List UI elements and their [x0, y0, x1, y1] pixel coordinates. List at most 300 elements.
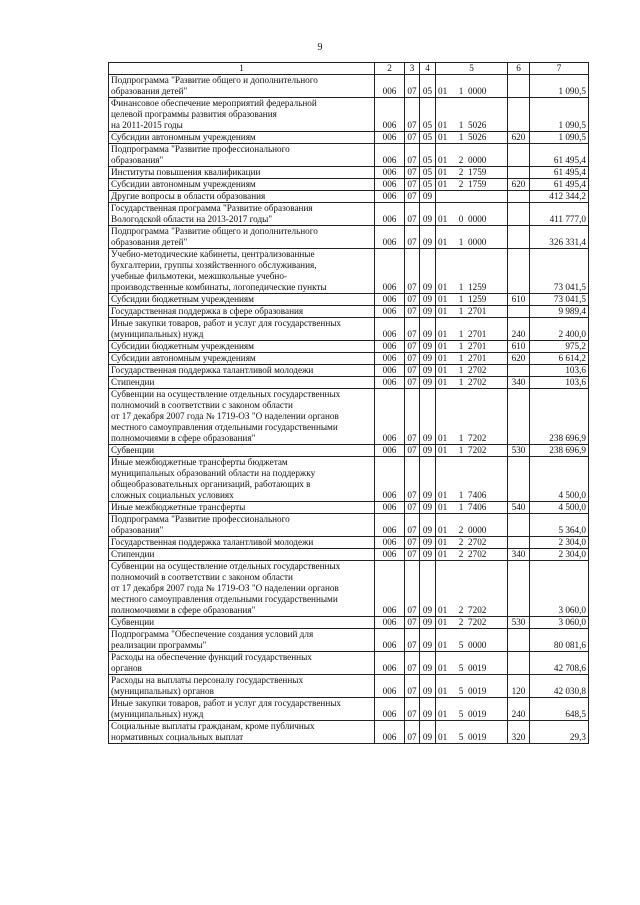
- header-col-6: 6: [508, 63, 530, 75]
- row-subsection-code: 09: [420, 203, 436, 226]
- row-amount: 1 090,5: [530, 75, 589, 98]
- row-expense-type: [508, 457, 530, 502]
- row-target-article: [436, 698, 508, 721]
- target-article-subprogram: 5: [458, 640, 464, 650]
- row-subsection-code: 09: [420, 514, 436, 537]
- row-amount: 29,3: [530, 721, 589, 744]
- target-article-program: 01: [438, 306, 448, 316]
- row-subsection-code: 09: [420, 698, 436, 721]
- row-section-code: 07: [405, 132, 420, 144]
- target-article-code: 0000: [468, 214, 487, 224]
- row-target-article: [436, 306, 508, 318]
- table-row: [109, 203, 589, 226]
- row-amount: 975,2: [530, 341, 589, 353]
- target-article-code: 7202: [468, 433, 487, 443]
- target-article-subprogram: 0: [458, 214, 464, 224]
- row-subsection-code: 09: [420, 537, 436, 549]
- row-target-article: [436, 652, 508, 675]
- target-article-code: 2701: [468, 306, 487, 316]
- row-section-code: 07: [405, 318, 420, 341]
- row-section-code: 07: [405, 167, 420, 179]
- target-article-subprogram: 1: [458, 490, 464, 500]
- target-article-code: 2701: [468, 353, 487, 363]
- target-article-subprogram: 1: [458, 120, 464, 130]
- row-name: Субсидии автономным учреждениям: [109, 179, 375, 191]
- target-article-subprogram: 1: [458, 306, 464, 316]
- row-admin-code: 006: [375, 652, 405, 675]
- row-section-code: 07: [405, 457, 420, 502]
- row-subsection-code: 09: [420, 294, 436, 306]
- table-row: [109, 721, 589, 744]
- table-row: [109, 353, 589, 365]
- target-article-code: 0019: [468, 686, 487, 696]
- row-admin-code: 006: [375, 502, 405, 514]
- row-section-code: 07: [405, 502, 420, 514]
- target-article-subprogram: 2: [458, 617, 464, 627]
- target-article-program: 01: [438, 433, 448, 443]
- row-admin-code: 006: [375, 98, 405, 132]
- row-admin-code: 006: [375, 377, 405, 389]
- table-row: [109, 179, 589, 191]
- row-expense-type: 340: [508, 549, 530, 561]
- row-admin-code: 006: [375, 249, 405, 294]
- row-expense-type: [508, 652, 530, 675]
- target-article-subprogram: 2: [458, 179, 464, 189]
- table-row: [109, 502, 589, 514]
- row-target-article: [436, 75, 508, 98]
- target-article-program: 01: [438, 377, 448, 387]
- row-target-article: [436, 377, 508, 389]
- row-amount: 4 500,0: [530, 457, 589, 502]
- row-admin-code: 006: [375, 341, 405, 353]
- table-row: [109, 132, 589, 144]
- row-section-code: 07: [405, 353, 420, 365]
- target-article-subprogram: 1: [458, 86, 464, 96]
- target-article-subprogram: 2: [458, 537, 464, 547]
- row-section-code: 07: [405, 144, 420, 167]
- target-article-code: 2702: [468, 365, 487, 375]
- row-name: Субвенции: [109, 617, 375, 629]
- row-subsection-code: 09: [420, 249, 436, 294]
- target-article-code: 2702: [468, 549, 487, 559]
- row-section-code: 07: [405, 652, 420, 675]
- header-col-5: 5: [436, 63, 508, 75]
- target-article-program: 01: [438, 490, 448, 500]
- row-amount: 3 060,0: [530, 561, 589, 617]
- table-row: [109, 341, 589, 353]
- row-section-code: 07: [405, 721, 420, 744]
- target-article-program: 01: [438, 237, 448, 247]
- row-name: Подпрограмма "Развитие общего и дополнительного образования детей": [109, 75, 375, 98]
- target-article-subprogram: 5: [458, 709, 464, 719]
- row-subsection-code: 05: [420, 179, 436, 191]
- row-amount: 42 708,6: [530, 652, 589, 675]
- table-row: [109, 249, 589, 294]
- table-row: [109, 675, 589, 698]
- target-article-subprogram: 1: [458, 341, 464, 351]
- target-article-program: 01: [438, 605, 448, 615]
- row-target-article: [436, 341, 508, 353]
- row-target-article: [436, 617, 508, 629]
- row-name: Субсидии бюджетным учреждениям: [109, 294, 375, 306]
- row-expense-type: 620: [508, 353, 530, 365]
- table-row: [109, 377, 589, 389]
- row-expense-type: 320: [508, 721, 530, 744]
- row-amount: 4 500,0: [530, 502, 589, 514]
- row-subsection-code: 09: [420, 561, 436, 617]
- target-article-code: 0019: [468, 732, 487, 742]
- row-subsection-code: 09: [420, 675, 436, 698]
- target-article-program: 01: [438, 732, 448, 742]
- target-article-program: 01: [438, 525, 448, 535]
- row-expense-type: [508, 191, 530, 203]
- target-article-program: 01: [438, 617, 448, 627]
- row-target-article: [436, 318, 508, 341]
- row-expense-type: 340: [508, 377, 530, 389]
- table-row: [109, 445, 589, 457]
- row-section-code: 07: [405, 365, 420, 377]
- target-article-subprogram: 5: [458, 686, 464, 696]
- row-target-article: [436, 249, 508, 294]
- row-target-article: [436, 353, 508, 365]
- row-name: Государственная поддержка в сфере образования: [109, 306, 375, 318]
- target-article-subprogram: 2: [458, 549, 464, 559]
- row-amount: 5 364,0: [530, 514, 589, 537]
- table-row: [109, 75, 589, 98]
- row-target-article: [436, 537, 508, 549]
- table-row: [109, 561, 589, 617]
- row-name: Иные закупки товаров, работ и услуг для государственных (муниципальных) нужд: [109, 318, 375, 341]
- row-section-code: 07: [405, 249, 420, 294]
- target-article-program: 01: [438, 502, 448, 512]
- row-name: Субсидии автономным учреждениям: [109, 353, 375, 365]
- table-row: [109, 629, 589, 652]
- page-number: 9: [317, 42, 323, 53]
- row-name: Стипендии: [109, 377, 375, 389]
- row-section-code: 07: [405, 445, 420, 457]
- table-row: [109, 389, 589, 445]
- row-amount: 6 614,2: [530, 353, 589, 365]
- row-amount: 2 304,0: [530, 549, 589, 561]
- row-name: Государственная поддержка талантливой молодежи: [109, 537, 375, 549]
- row-section-code: 07: [405, 629, 420, 652]
- target-article-program: 01: [438, 179, 448, 189]
- target-article-code: 0000: [468, 86, 487, 96]
- row-amount: 3 060,0: [530, 617, 589, 629]
- target-article-code: 7202: [468, 605, 487, 615]
- row-target-article: [436, 457, 508, 502]
- row-target-article: [436, 203, 508, 226]
- target-article-code: 7202: [468, 617, 487, 627]
- row-expense-type: [508, 249, 530, 294]
- table-row: [109, 537, 589, 549]
- target-article-program: 01: [438, 640, 448, 650]
- row-admin-code: 006: [375, 389, 405, 445]
- target-article-code: 2702: [468, 537, 487, 547]
- target-article-program: 01: [438, 686, 448, 696]
- table-row: [109, 294, 589, 306]
- target-article-subprogram: 1: [458, 294, 464, 304]
- row-target-article: [436, 514, 508, 537]
- row-subsection-code: 09: [420, 191, 436, 203]
- target-article-code: 0000: [468, 237, 487, 247]
- row-section-code: 07: [405, 191, 420, 203]
- row-expense-type: 530: [508, 445, 530, 457]
- row-expense-type: [508, 144, 530, 167]
- target-article-subprogram: 1: [458, 377, 464, 387]
- row-target-article: [436, 675, 508, 698]
- row-admin-code: 006: [375, 167, 405, 179]
- row-amount: 326 331,4: [530, 226, 589, 249]
- target-article-code: 7406: [468, 490, 487, 500]
- target-article-program: 01: [438, 132, 448, 142]
- row-target-article: [436, 502, 508, 514]
- row-name: Иные межбюджетные трансферты бюджетам муниципальных образований области на поддержку общеобразовательных организаций, работающих в сложных социальных условиях: [109, 457, 375, 502]
- target-article-program: 01: [438, 445, 448, 455]
- target-article-program: 01: [438, 549, 448, 559]
- target-article-code: 5026: [468, 120, 487, 130]
- target-article-code: 1759: [468, 179, 487, 189]
- row-target-article: [436, 629, 508, 652]
- table-row: [109, 98, 589, 132]
- row-section-code: 07: [405, 306, 420, 318]
- table-row: [109, 698, 589, 721]
- table-row: [109, 318, 589, 341]
- row-admin-code: 006: [375, 294, 405, 306]
- row-name: Учебно-методические кабинеты, централизованные бухгалтерии, группы хозяйственного обслуживания, учебные фильмотеки, межшкольные учебно- производственные комбинаты, логопедические пункты: [109, 249, 375, 294]
- row-name: Расходы на обеспечение функций государственных органов: [109, 652, 375, 675]
- row-subsection-code: 05: [420, 144, 436, 167]
- row-target-article: [436, 721, 508, 744]
- target-article-program: 01: [438, 537, 448, 547]
- row-name: Иные межбюджетные трансферты: [109, 502, 375, 514]
- row-amount: 73 041,5: [530, 249, 589, 294]
- row-name: Субвенции: [109, 445, 375, 457]
- row-admin-code: 006: [375, 698, 405, 721]
- row-admin-code: 006: [375, 629, 405, 652]
- target-article-program: 01: [438, 167, 448, 177]
- row-target-article: [436, 445, 508, 457]
- row-subsection-code: 09: [420, 389, 436, 445]
- row-subsection-code: 09: [420, 353, 436, 365]
- row-section-code: 07: [405, 537, 420, 549]
- row-amount: 238 696,9: [530, 389, 589, 445]
- row-expense-type: [508, 203, 530, 226]
- row-section-code: 07: [405, 341, 420, 353]
- row-expense-type: [508, 167, 530, 179]
- target-article-program: 01: [438, 663, 448, 673]
- target-article-subprogram: 2: [458, 605, 464, 615]
- row-expense-type: 530: [508, 617, 530, 629]
- target-article-code: 1259: [468, 294, 487, 304]
- row-subsection-code: 05: [420, 75, 436, 98]
- target-article-subprogram: 2: [458, 525, 464, 535]
- row-subsection-code: 09: [420, 652, 436, 675]
- row-amount: 61 495,4: [530, 144, 589, 167]
- target-article-program: 01: [438, 341, 448, 351]
- table-header-row: [109, 63, 589, 75]
- target-article-program: 01: [438, 282, 448, 292]
- row-section-code: 07: [405, 179, 420, 191]
- row-subsection-code: 05: [420, 98, 436, 132]
- row-target-article: [436, 365, 508, 377]
- row-admin-code: 006: [375, 537, 405, 549]
- target-article-subprogram: 1: [458, 445, 464, 455]
- target-article-subprogram: 1: [458, 329, 464, 339]
- row-expense-type: 620: [508, 179, 530, 191]
- target-article-subprogram: 1: [458, 502, 464, 512]
- table-row: [109, 144, 589, 167]
- target-article-subprogram: 1: [458, 365, 464, 375]
- table-row: [109, 226, 589, 249]
- row-amount: 2 304,0: [530, 537, 589, 549]
- target-article-program: 01: [438, 86, 448, 96]
- row-target-article: [436, 98, 508, 132]
- row-amount: 648,5: [530, 698, 589, 721]
- row-subsection-code: 05: [420, 167, 436, 179]
- row-expense-type: 240: [508, 698, 530, 721]
- row-amount: 103,6: [530, 377, 589, 389]
- row-name: Субсидии бюджетным учреждениям: [109, 341, 375, 353]
- row-section-code: 07: [405, 226, 420, 249]
- row-section-code: 07: [405, 617, 420, 629]
- row-subsection-code: 09: [420, 341, 436, 353]
- target-article-subprogram: 1: [458, 237, 464, 247]
- target-article-code: 2701: [468, 341, 487, 351]
- row-section-code: 07: [405, 389, 420, 445]
- row-admin-code: 006: [375, 561, 405, 617]
- row-section-code: 07: [405, 514, 420, 537]
- row-subsection-code: 09: [420, 306, 436, 318]
- row-admin-code: 006: [375, 721, 405, 744]
- row-name: Расходы на выплаты персоналу государственных (муниципальных) органов: [109, 675, 375, 698]
- row-name: Подпрограмма "Развитие общего и дополнительного образования детей": [109, 226, 375, 249]
- target-article-program: 01: [438, 214, 448, 224]
- row-admin-code: 006: [375, 191, 405, 203]
- row-target-article: [436, 294, 508, 306]
- table-row: [109, 191, 589, 203]
- row-name: Социальные выплаты гражданам, кроме публичных нормативных социальных выплат: [109, 721, 375, 744]
- target-article-subprogram: 5: [458, 732, 464, 742]
- table-row: [109, 549, 589, 561]
- row-admin-code: 006: [375, 306, 405, 318]
- row-expense-type: [508, 561, 530, 617]
- row-section-code: 07: [405, 75, 420, 98]
- row-amount: 9 989,4: [530, 306, 589, 318]
- row-admin-code: 006: [375, 617, 405, 629]
- target-article-code: 7406: [468, 502, 487, 512]
- row-section-code: 07: [405, 698, 420, 721]
- target-article-subprogram: 1: [458, 353, 464, 363]
- row-admin-code: 006: [375, 549, 405, 561]
- target-article-code: 2701: [468, 329, 487, 339]
- target-article-program: 01: [438, 329, 448, 339]
- row-expense-type: [508, 75, 530, 98]
- header-col-name: 1: [109, 63, 375, 75]
- row-amount: 238 696,9: [530, 445, 589, 457]
- target-article-program: 01: [438, 365, 448, 375]
- target-article-code: 7202: [468, 445, 487, 455]
- row-expense-type: 610: [508, 294, 530, 306]
- row-amount: 80 081,6: [530, 629, 589, 652]
- row-subsection-code: 09: [420, 445, 436, 457]
- target-article-subprogram: 1: [458, 132, 464, 142]
- row-section-code: 07: [405, 294, 420, 306]
- row-name: Субвенции на осуществление отдельных государственных полномочий в соответствии с законом области от 17 декабря 2007 года № 1719-ОЗ "О наделении органов местного самоуправления отдельными государственными полномочиями в сфере образования": [109, 561, 375, 617]
- target-article-program: 01: [438, 155, 448, 165]
- row-subsection-code: 09: [420, 318, 436, 341]
- row-name: Финансовое обеспечение мероприятий федеральной целевой программы развития образования на 2011-2015 годы: [109, 98, 375, 132]
- row-section-code: 07: [405, 98, 420, 132]
- header-col-2: 2: [375, 63, 405, 75]
- row-expense-type: [508, 514, 530, 537]
- target-article-code: 0019: [468, 709, 487, 719]
- target-article-program: 01: [438, 120, 448, 130]
- row-amount: 42 030,8: [530, 675, 589, 698]
- row-target-article: [436, 226, 508, 249]
- table-row: [109, 365, 589, 377]
- target-article-program: 01: [438, 353, 448, 363]
- row-admin-code: 006: [375, 144, 405, 167]
- target-article-subprogram: 1: [458, 282, 464, 292]
- target-article-subprogram: 5: [458, 663, 464, 673]
- target-article-code: 1259: [468, 282, 487, 292]
- row-target-article: [436, 561, 508, 617]
- header-col-sum: 7: [530, 63, 589, 75]
- row-name: Подпрограмма "Обеспечение создания условий для реализации программы": [109, 629, 375, 652]
- row-section-code: 07: [405, 675, 420, 698]
- row-target-article: [436, 191, 508, 203]
- target-article-code: 0000: [468, 155, 487, 165]
- target-article-code: 0019: [468, 663, 487, 673]
- target-article-program: 01: [438, 709, 448, 719]
- row-amount: 1 090,5: [530, 132, 589, 144]
- row-name: Институты повышения квалификации: [109, 167, 375, 179]
- row-target-article: [436, 389, 508, 445]
- row-subsection-code: 09: [420, 502, 436, 514]
- table-row: [109, 457, 589, 502]
- header-col-4: 4: [420, 63, 436, 75]
- row-subsection-code: 09: [420, 226, 436, 249]
- row-target-article: [436, 144, 508, 167]
- row-amount: 412 344,2: [530, 191, 589, 203]
- row-name: Подпрограмма "Развитие профессионального образования": [109, 144, 375, 167]
- row-section-code: 07: [405, 377, 420, 389]
- row-subsection-code: 09: [420, 617, 436, 629]
- target-article-code: 2702: [468, 377, 487, 387]
- header-col-3: 3: [405, 63, 420, 75]
- row-subsection-code: 09: [420, 457, 436, 502]
- row-subsection-code: 09: [420, 721, 436, 744]
- row-subsection-code: 09: [420, 377, 436, 389]
- row-admin-code: 006: [375, 132, 405, 144]
- row-amount: 2 400,0: [530, 318, 589, 341]
- row-subsection-code: 05: [420, 132, 436, 144]
- row-admin-code: 006: [375, 353, 405, 365]
- row-target-article: [436, 132, 508, 144]
- row-admin-code: 006: [375, 318, 405, 341]
- row-expense-type: 120: [508, 675, 530, 698]
- row-section-code: 07: [405, 203, 420, 226]
- row-name: Стипендии: [109, 549, 375, 561]
- target-article-subprogram: 2: [458, 167, 464, 177]
- row-amount: 61 495,4: [530, 167, 589, 179]
- target-article-program: 01: [438, 294, 448, 304]
- row-amount: 61 495,4: [530, 179, 589, 191]
- budget-table: [108, 62, 589, 744]
- row-admin-code: 006: [375, 226, 405, 249]
- row-section-code: 07: [405, 561, 420, 617]
